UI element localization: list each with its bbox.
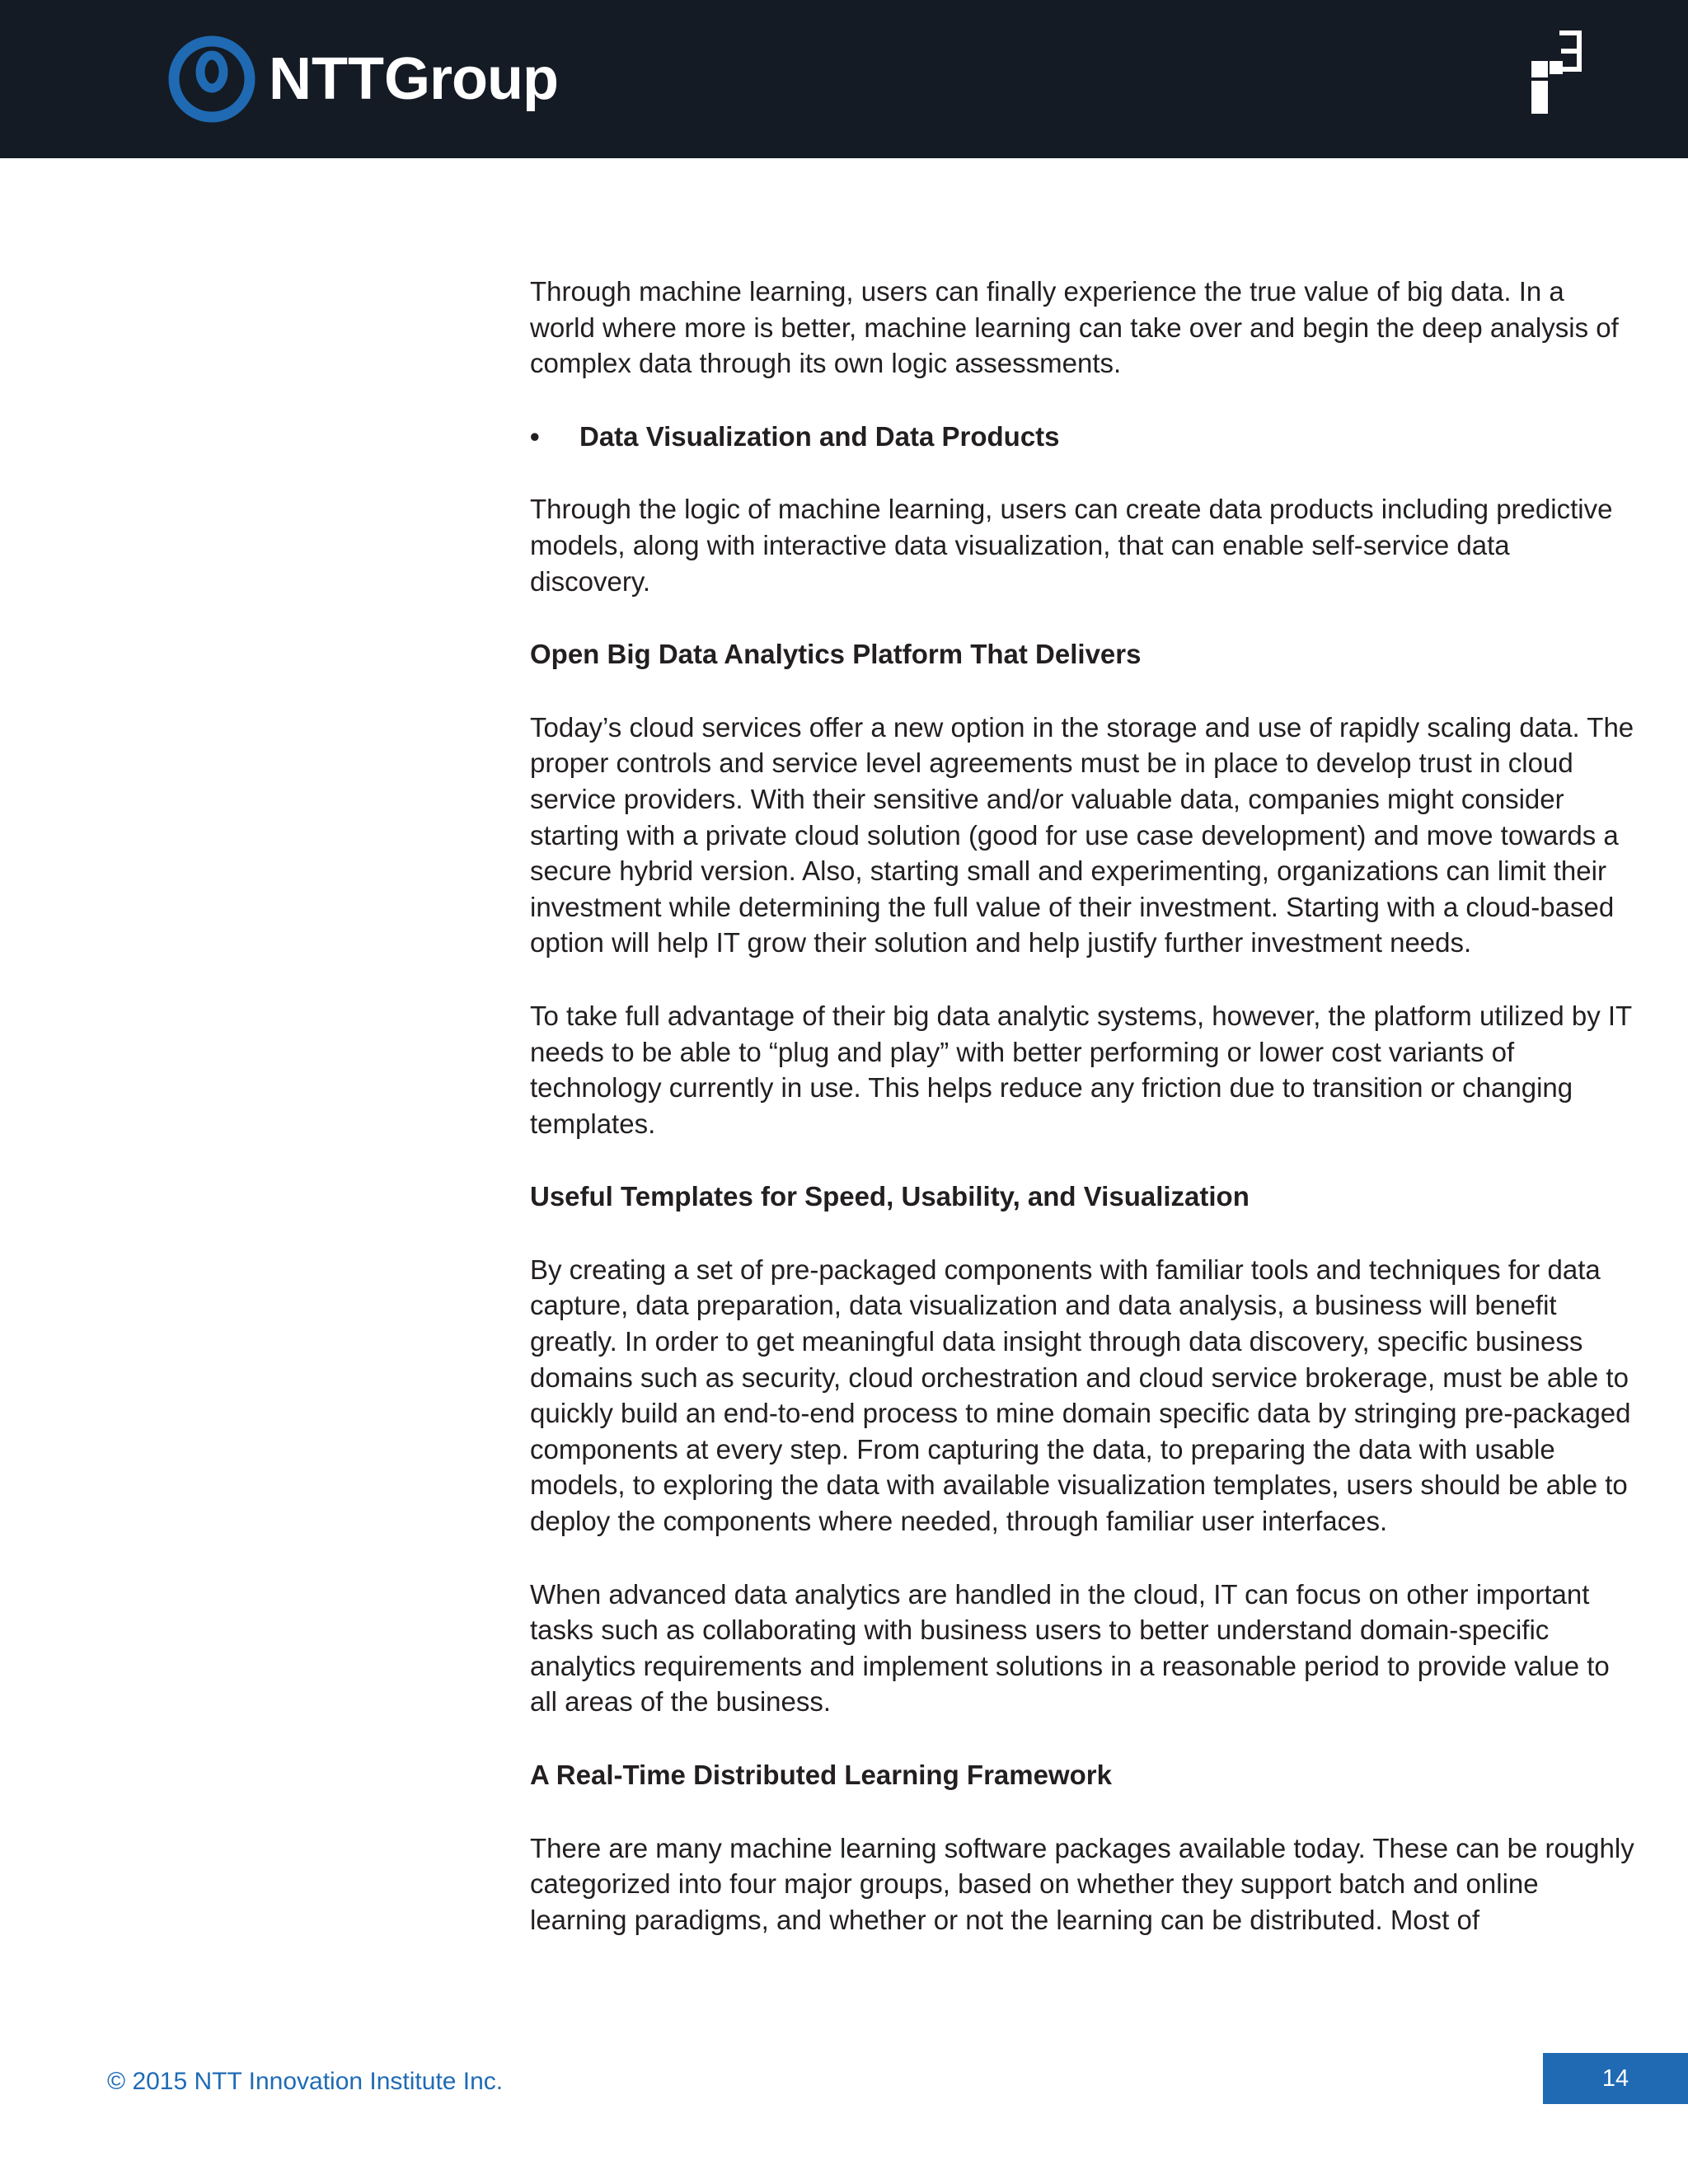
logo-wordmark bbox=[269, 46, 558, 112]
document-body bbox=[530, 274, 1634, 1975]
paragraph: By creating a set of pre-packaged components with familiar tools and techniques for data capture, data preparation, data visualization and data analysis, a business will benefit greatly. In order to get meaningful data insight through data discovery, specific business domains such as security, cloud orchestration and cloud service brokerage, must be able to quickly build an end-to-end process to mine domain specific data by stringing pre-packaged components at every step. From capturing the data, to preparing the data with usable models, to exploring the data with available visualization templates, users should be able to deploy the components where needed, through familiar user interfaces. bbox=[530, 1254, 1631, 1537]
ntt-logo-icon bbox=[168, 35, 256, 123]
logo-ntt: NTT bbox=[269, 46, 384, 112]
section-heading: A Real-Time Distributed Learning Framework bbox=[530, 1760, 1112, 1790]
page-header bbox=[0, 0, 1688, 158]
section-heading: Open Big Data Analytics Platform That Delivers bbox=[530, 639, 1142, 670]
footer-copyright: © 2015 NTT Innovation Institute Inc. bbox=[107, 2068, 504, 2095]
logo-group: Group bbox=[383, 46, 558, 112]
paragraph: Through machine learning, users can finally experience the true value of big data. In a world where more is better, machine learning can take over and begin the deep analysis of complex data through its own logic assessments. bbox=[530, 276, 1619, 379]
bullet-text: Data Visualization and Data Products bbox=[579, 420, 1060, 452]
paragraph: To take full advantage of their big data analytic systems, however, the platform utilized by IT needs to be able to “plug and play” with better performing or lower cost variants of technology currently in use. This helps reduce any friction due to transition or changing templates. bbox=[530, 1000, 1632, 1139]
paragraph: Through the logic of machine learning, users can create data products including predictive models, along with interactive data visualization, that can enable self-service data discovery. bbox=[530, 494, 1613, 597]
section-heading: Useful Templates for Speed, Usability, and Visualization bbox=[530, 1181, 1250, 1212]
paragraph: There are many machine learning software packages available today. These can be roughly categorized into four major groups, based on whether they support batch and online learning paradigms, and whether or not the learning can be distributed. Most of bbox=[530, 1832, 1634, 1935]
paragraph: When advanced data analytics are handled in the cloud, IT can focus on other important tasks such as collaborating with business users to better understand domain-specific analytics requirements and implement solutions in a reasonable period to provide value to all areas of the business. bbox=[530, 1578, 1610, 1718]
bullet-item bbox=[530, 419, 1634, 455]
page-number: 14 bbox=[1543, 2053, 1688, 2104]
ntt-group-logo bbox=[168, 35, 558, 124]
bullet-symbol: • bbox=[530, 420, 540, 452]
i3-logo-icon bbox=[1526, 28, 1584, 117]
paragraph: Today’s cloud services offer a new option in the storage and use of rapidly scaling data. The proper controls and service level agreements must be in place to develop trust in cloud service providers. With their sensitive and/or valuable data, companies might consider starting with a private cloud solution (good for use case development) and move towards a secure hybrid version. Also, starting small and experimenting, organizations can limit their investment while determining the full value of their investment. Starting with a cloud-based option will help IT grow their solution and help justify further investment needs. bbox=[530, 711, 1634, 958]
